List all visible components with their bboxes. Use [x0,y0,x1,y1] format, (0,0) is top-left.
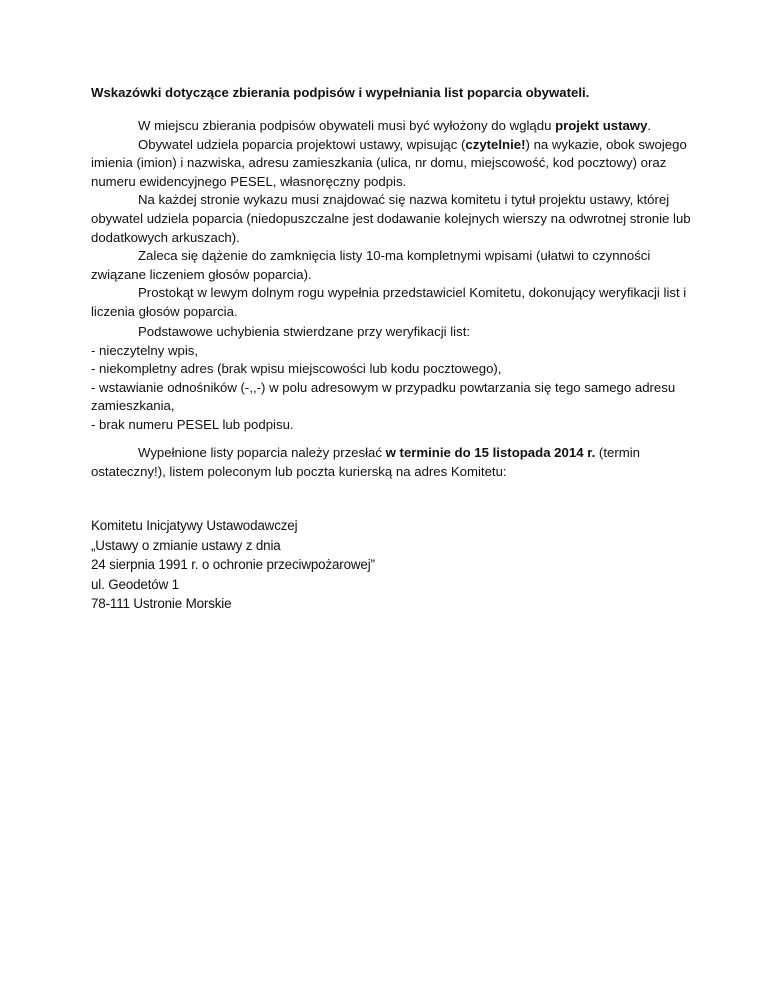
committee-address [91,516,375,614]
paragraph-page-requirements: Na każdej stronie wykazu musi znajdować się nazwa komitetu i tytuł projektu ustawy, której obywatel udziela poparcia (niedopuszczalne jest dodawanie kolejnych wierszy na odwrotnej stronie lub dodatkowych arkuszach). [91,192,691,245]
list-item: - wstawianie odnośników (-,,-) w polu adresowym w przypadku powtarzania się tego samego adresu zamieszkania, [91,379,676,414]
errors-section [91,323,691,435]
paragraph-deadline: Wypełnione listy poparcia należy przesłać w terminie do 15 listopada 2014 r. (termin ostateczny!), listem poleconym lub poczta kurierską na adres Komitetu: [91,445,640,479]
address-line: ul. Geodetów 1 [91,576,179,592]
document-title: Wskazówki dotyczące zbierania podpisów i wypełniania list poparcia obywateli. [91,85,590,100]
address-line: Komitetu Inicjatywy Ustawodawczej [91,518,298,533]
deadline-date: w terminie do 15 listopada 2014 r. [385,445,596,460]
bold-text: projekt ustawy [555,118,648,133]
address-line: „Ustawy o zmianie ustawy z dnia [91,537,281,553]
list-item: - niekompletny adres (brak wpisu miejscowości lub kodu pocztowego), [91,361,502,377]
paragraph-rectangle: Prostokąt w lewym dolnym rogu wypełnia przedstawiciel Komitetu, dokonujący weryfikacji list i liczenia głosów poparcia. [91,285,687,319]
address-line: 24 sierpnia 1991 r. o ochronie przeciwpożarowej” [91,557,375,573]
errors-heading: Podstawowe uchybienia stwierdzane przy weryfikacji list: [138,324,471,339]
bold-text: czytelnie! [465,136,526,152]
address-line: 78-111 Ustronie Morskie [91,596,232,612]
paragraph-exhibit-bill: W miejscu zbierania podpisów obywateli musi być wyłożony do wglądu projekt ustawy. [138,118,652,133]
paragraph-citizen-support: Obywatel udziela poparcia projektowi ustawy, wpisując (czytelnie!) na wykazie, obok swojego imienia (imion) i nazwiska, adresu zamieszkania (ulica, nr domu, miejscowość, kod pocztowy) oraz numeru ewidencyjnego PESEL, własnoręczny podpis. [91,136,687,189]
list-item: - brak numeru PESEL lub podpisu. [91,416,294,432]
paragraph-close-list: Zaleca się dążenie do zamknięcia listy 10-ma kompletnymi wpisami (ułatwi to czynności związane liczeniem głosów poparcia). [91,248,651,282]
deadline-section [91,444,691,481]
intro-section [91,117,691,322]
list-item: - nieczytelny wpis, [91,342,199,358]
